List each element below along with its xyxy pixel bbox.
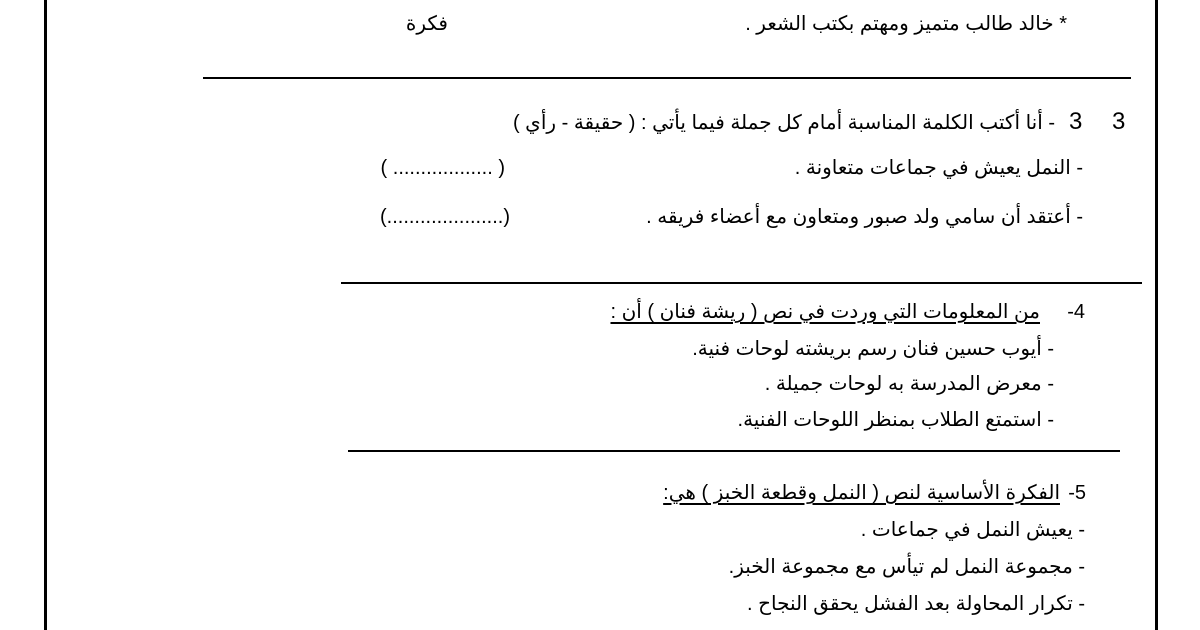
- page-border-right: [1155, 0, 1158, 630]
- divider-1: [203, 77, 1131, 79]
- q3-item-2-blank: (.....................): [379, 206, 510, 228]
- q4-prompt: من المعلومات التي وردت في نص ( ريشة فنان ) أن :: [610, 301, 1040, 323]
- q5-option-1: - يعيش النمل في جماعات .: [860, 519, 1085, 541]
- divider-3: [348, 450, 1120, 452]
- q4-option-3: - استمتع الطلاب بمنظر اللوحات الفنية.: [737, 409, 1054, 431]
- q5-prompt: الفكرة الأساسية لنص ( النمل وقطعة الخبز ) هي:: [663, 482, 1060, 504]
- divider-2: [341, 282, 1142, 284]
- q3-item-1-blank: ( .................. ): [380, 157, 505, 179]
- q5-number: -5: [1068, 482, 1086, 504]
- q5-option-3: - تكرار المحاولة بعد الفشل يحقق النجاح .: [746, 593, 1085, 615]
- q3-instruction: - أنا أكتب الكلمة المناسبة أمام كل جملة فيما يأتي : ( حقيقة - رأي ): [512, 112, 1055, 134]
- q4-option-1: - أيوب حسين فنان رسم بريشته لوحات فنية.: [692, 338, 1054, 360]
- q4-option-2: - معرض المدرسة به لوحات جميلة .: [764, 373, 1054, 395]
- q3-inner-number: 3: [1069, 108, 1083, 135]
- page-border-left: [44, 0, 47, 630]
- q3-item-1-text: - النمل يعيش في جماعات متعاونة .: [794, 157, 1083, 179]
- q3-outer-number: 3: [1112, 108, 1126, 135]
- q5-option-2: - مجموعة النمل لم تيأس مع مجموعة الخبز.: [728, 556, 1085, 578]
- top-item-sentence: * خالد طالب متميز ومهتم بكتب الشعر .: [745, 13, 1067, 35]
- top-item-answer: فكرة: [405, 13, 448, 35]
- q3-item-2-text: - أعتقد أن سامي ولد صبور ومتعاون مع أعضاء فريقه .: [646, 206, 1083, 228]
- q4-number: -4: [1067, 301, 1085, 323]
